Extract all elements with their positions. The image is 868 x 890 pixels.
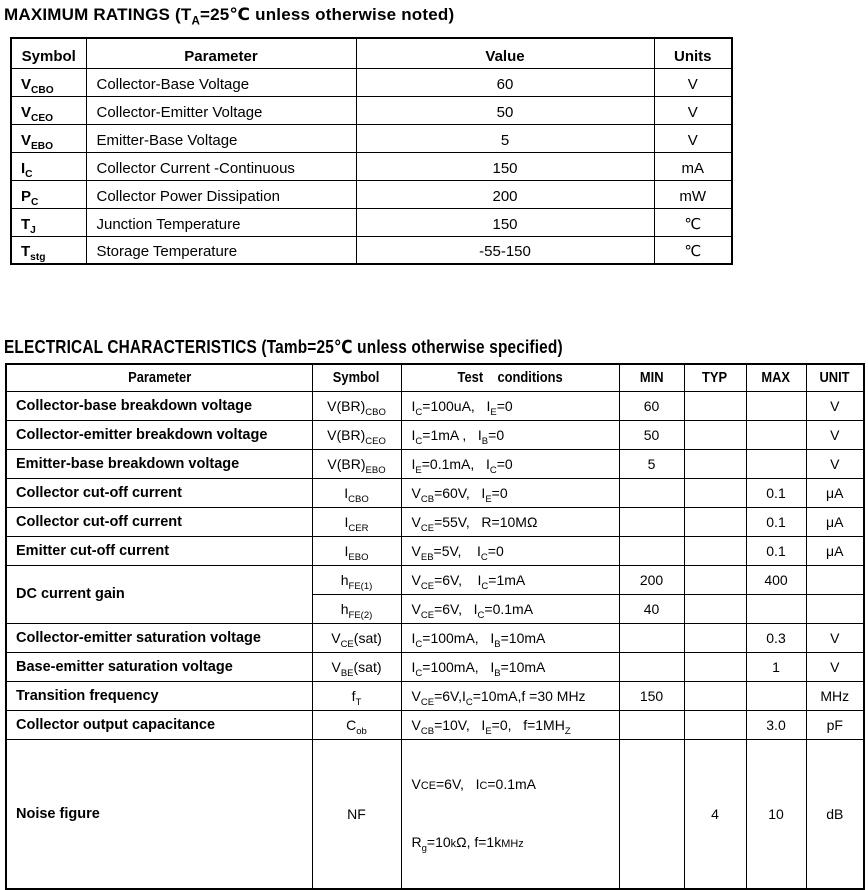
max-ratings-title: MAXIMUM RATINGS ($T_A=25℃$ unless otherwise noted) [4,5,455,28]
cell-max: 0.1 [746,507,806,536]
cell-unit: V [806,449,864,478]
cell-units: mW [654,180,732,208]
cell-test-conditions: $V_{CB}=60V$, $I_E=0$ [401,478,619,507]
table-header-row [11,38,732,68]
column-header-label: UNIT [819,369,850,387]
table-header-row [6,364,864,391]
cell-parameter: Collector-base breakdown voltage [6,391,312,420]
cell-test-conditions: $V_{CE}=6V$, $I_C=1mA$ [401,565,619,594]
cell-test-conditions: $V_{EB}=5V$, $I_C=0$ [401,536,619,565]
column-header-label: Test conditions [457,369,563,387]
table-row [6,652,864,681]
cell-min [619,507,684,536]
cell-test-conditions: $V_{CB}=10V$, $I_E=0$, $f=1MH_Z$ [401,710,619,739]
column-header-label: Parameter [127,369,191,387]
column-header-typ [684,364,746,391]
column-header-label: Value [485,47,525,65]
cell-min: 60 [619,391,684,420]
cell-symbol: $I_C$ [11,152,86,180]
cell-symbol: $V(BR)_{CBO}$ [312,391,401,420]
cell-symbol: $V_{CEO}$ [11,96,86,124]
table-row [11,208,732,236]
cell-max [746,449,806,478]
cell-symbol: $T_{stg}$ [11,236,86,264]
cell-symbol: NF [312,739,401,889]
cell-min: 50 [619,420,684,449]
table-row [11,180,732,208]
cell-value: 150 [356,152,654,180]
cell-parameter: Emitter cut-off current [6,536,312,565]
table-row [6,710,864,739]
table-row [6,507,864,536]
cell-parameter: Base-emitter saturation voltage [6,652,312,681]
cell-symbol: $V(BR)_{EBO}$ [312,449,401,478]
table-row [6,391,864,420]
cell-typ [684,507,746,536]
cell-max: 10 [746,739,806,889]
cell-units: ℃ [654,208,732,236]
cell-unit: dB [806,739,864,889]
cell-min [619,710,684,739]
cell-parameter: Collector cut-off current [6,507,312,536]
cell-units: V [654,68,732,96]
cell-symbol: $C_{ob}$ [312,710,401,739]
cell-unit [806,594,864,623]
table-row [6,420,864,449]
cell-symbol: $h_{FE(2)}$ [312,594,401,623]
cell-max [746,594,806,623]
electrical-characteristics-title: ELECTRICAL CHARACTERISTICS (Tamb=25℃ unless otherwise specified) [4,337,563,357]
cell-parameter: Storage Temperature [86,236,356,264]
cell-typ [684,391,746,420]
cell-max: 1 [746,652,806,681]
cell-max: 0.1 [746,536,806,565]
cell-max [746,420,806,449]
cell-parameter: Collector-Emitter Voltage [86,96,356,124]
column-header-units [654,38,732,68]
cell-typ [684,449,746,478]
column-header-label: Units [674,47,712,65]
cell-parameter: Collector output capacitance [6,710,312,739]
table-row [6,565,864,594]
column-header-parameter [86,38,356,68]
column-header-min [619,364,684,391]
cell-min [619,652,684,681]
cell-value: 50 [356,96,654,124]
cell-min [619,536,684,565]
cell-test-conditions: $I_C=1mA$ , $I_B=0$ [401,420,619,449]
table-row [11,152,732,180]
cell-symbol: $I_{EBO}$ [312,536,401,565]
electrical-characteristics-table [5,363,865,890]
cell-symbol: $V_{EBO}$ [11,124,86,152]
cell-units: V [654,96,732,124]
cell-typ: 4 [684,739,746,889]
cell-max [746,681,806,710]
cell-value: 60 [356,68,654,96]
cell-unit: μA [806,478,864,507]
table-row [6,536,864,565]
cell-test-conditions: $I_C=100mA$, $I_B=10mA$ [401,623,619,652]
cell-test-conditions [401,739,619,889]
cell-units: ℃ [654,236,732,264]
cell-unit: pF [806,710,864,739]
cell-unit: V [806,420,864,449]
cell-units: V [654,124,732,152]
column-header-test-conditions [401,364,619,391]
cell-max [746,391,806,420]
table-row [6,478,864,507]
table-row [6,449,864,478]
cell-max: 400 [746,565,806,594]
cell-min: 5 [619,449,684,478]
cell-typ [684,681,746,710]
cell-symbol: $V_{BE}(sat)$ [312,652,401,681]
cell-symbol: $V_{CE}(sat)$ [312,623,401,652]
table-row [11,124,732,152]
table-row [11,236,732,264]
cell-typ [684,565,746,594]
cell-test-conditions: $I_C=100uA$, $I_E=0$ [401,391,619,420]
cell-unit: V [806,652,864,681]
column-header-label: Symbol [21,47,76,65]
cell-typ [684,478,746,507]
table-row [6,623,864,652]
cell-units: mA [654,152,732,180]
cell-max: 3.0 [746,710,806,739]
cell-typ [684,710,746,739]
cell-max: 0.3 [746,623,806,652]
cell-parameter: Noise figure [6,739,312,889]
cell-unit: V [806,623,864,652]
column-header-max [746,364,806,391]
cell-test-conditions: $V_{CE}=55V$, R=10MΩ [401,507,619,536]
cell-parameter: Collector cut-off current [6,478,312,507]
cell-symbol: $V_{CBO}$ [11,68,86,96]
test-condition-line: $R_g=10k\Omega$, f=1kMHz [411,833,524,854]
cell-parameter: Collector-emitter saturation voltage [6,623,312,652]
cell-min [619,623,684,652]
cell-typ [684,536,746,565]
cell-test-conditions: $I_E=0.1mA$, $I_C=0$ [401,449,619,478]
cell-symbol: $P_C$ [11,180,86,208]
cell-parameter: Collector Current -Continuous [86,152,356,180]
cell-min [619,478,684,507]
column-header-symbol [11,38,86,68]
cell-unit: μA [806,536,864,565]
cell-parameter: Collector Power Dissipation [86,180,356,208]
cell-unit: MHz [806,681,864,710]
cell-typ [684,594,746,623]
column-header-parameter [6,364,312,391]
cell-symbol: $V(BR)_{CEO}$ [312,420,401,449]
cell-value: 5 [356,124,654,152]
cell-value: 200 [356,180,654,208]
cell-min: 200 [619,565,684,594]
cell-min: 40 [619,594,684,623]
cell-symbol: $f_T$ [312,681,401,710]
cell-parameter: Transition frequency [6,681,312,710]
cell-parameter: Junction Temperature [86,208,356,236]
cell-typ [684,652,746,681]
cell-test-conditions: $V_{CE}=6V$, $I_C=0.1mA$ [401,594,619,623]
table-row [6,739,864,889]
test-condition-line: VCE=6V, IC=0.1mA [411,775,536,792]
table-row [11,96,732,124]
cell-test-conditions: $I_C=100mA$, $I_B=10mA$ [401,652,619,681]
column-header-value [356,38,654,68]
cell-parameter: Emitter-Base Voltage [86,124,356,152]
cell-parameter: Collector-Base Voltage [86,68,356,96]
column-header-unit [806,364,864,391]
cell-symbol: $h_{FE(1)}$ [312,565,401,594]
column-header-label: Symbol [333,369,380,387]
cell-parameter: Emitter-base breakdown voltage [6,449,312,478]
cell-max: 0.1 [746,478,806,507]
cell-min: 150 [619,681,684,710]
cell-symbol: $T_J$ [11,208,86,236]
cell-unit [806,565,864,594]
column-header-label: Parameter [184,47,258,65]
cell-typ [684,623,746,652]
column-header-symbol [312,364,401,391]
cell-min [619,739,684,889]
cell-typ [684,420,746,449]
cell-value: -55-150 [356,236,654,264]
cell-test-conditions: $V_{CE}=6V,I_C=10mA,f =30$ MHz [401,681,619,710]
cell-unit: μA [806,507,864,536]
cell-symbol: $I_{CBO}$ [312,478,401,507]
table-row [6,681,864,710]
cell-symbol: $I_{CER}$ [312,507,401,536]
cell-unit: V [806,391,864,420]
cell-parameter: DC current gain [6,565,312,623]
table-row [11,68,732,96]
cell-parameter: Collector-emitter breakdown voltage [6,420,312,449]
column-header-label: MAX [761,369,791,387]
column-header-label: MIN [639,369,664,387]
column-header-label: TYP [702,369,728,387]
max-ratings-table [10,37,733,265]
cell-value: 150 [356,208,654,236]
